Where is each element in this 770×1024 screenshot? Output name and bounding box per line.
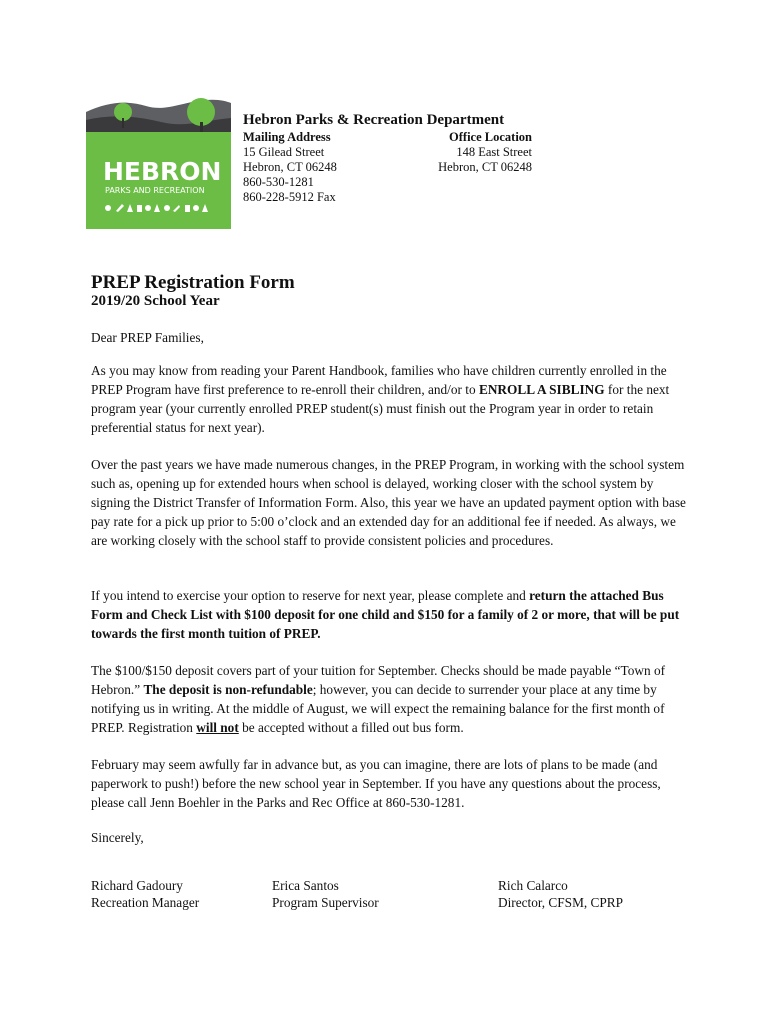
office-street: 148 East Street [456, 145, 532, 159]
signatory-name: Rich Calarco [498, 878, 568, 893]
mailing-address-heading: Mailing Address [243, 130, 331, 144]
paragraph-deposit: The $100/$150 deposit covers part of your tuition for September. Checks should be made payable “Town of Hebron.” The deposit is non-refundable; however, you can decide to surrender your place at any time by notifying us in writing. At the middle of August, we will expect the remaining balance for the first month of PREP. Registration will not be accepted without a filled out bus form. [91, 663, 666, 735]
mailing-street: 15 Gilead Street [243, 145, 325, 159]
department-name: Hebron Parks & Recreation Department [243, 112, 505, 128]
signatory-title: Program Supervisor [272, 895, 379, 910]
signatory-2 [272, 877, 379, 911]
signatory-1 [91, 877, 199, 911]
signatory-title: Director, CFSM, CPRP [498, 895, 624, 910]
logo-wordmark: HEBRON [103, 157, 222, 186]
signatory-name: Erica Santos [272, 878, 339, 893]
signatory-name: Richard Gadoury [91, 878, 183, 893]
paragraph-contact: February may seem awfully far in advance but, as you can imagine, there are lots of plans to be made (and paperwork to push!) before the new school year in September. If you have any questions about the process, please call Jenn Boehler in the Parks and Rec Office at 860-530-1281. [91, 757, 661, 810]
school-year: 2019/20 School Year [91, 293, 220, 309]
signatory-3 [498, 877, 623, 911]
signatory-title: Recreation Manager [91, 895, 200, 910]
office-city: Hebron, CT 06248 [438, 160, 532, 174]
logo-tagline: PARKS AND RECREATION [105, 186, 205, 195]
mailing-address [243, 130, 337, 205]
mailing-fax: 860-228-5912 Fax [243, 190, 336, 204]
office-location-heading: Office Location [449, 130, 532, 144]
closing: Sincerely, [91, 830, 144, 845]
form-title: PREP Registration Form [91, 272, 295, 293]
mailing-phone: 860-530-1281 [243, 175, 314, 189]
office-location [398, 130, 532, 175]
hebron-parks-logo [86, 98, 231, 229]
paragraph-reenroll: As you may know from reading your Parent Handbook, families who have children currently enrolled in the PREP Program have first preference to re-enroll their children, and/or to ENROLL A SIBLING for the next program year (your currently enrolled PREP student(s) must finish out the Program year in order to retain preferential status for next year). [91, 363, 670, 435]
salutation: Dear PREP Families, [91, 330, 204, 345]
paragraph-reserve: If you intend to exercise your option to reserve for next year, please complete and return the attached Bus Form and Check List with $100 deposit for one child and $150 for a family of 2 or more, that will be put towards the first month tuition of PREP. [91, 588, 680, 641]
mailing-city: Hebron, CT 06248 [243, 160, 337, 174]
paragraph-program-changes: Over the past years we have made numerous changes, in the PREP Program, in working with the school system such as, opening up for extended hours when school is delayed, working closer with the school system by signing the District Transfer of Information Form. Also, this year we have an updated payment option with base pay rate for a pick up prior to 5:00 o’clock and an extended day for an additional fee if needed. As always, we are working closely with the school staff to provide consistent policies and procedures. [91, 457, 686, 548]
